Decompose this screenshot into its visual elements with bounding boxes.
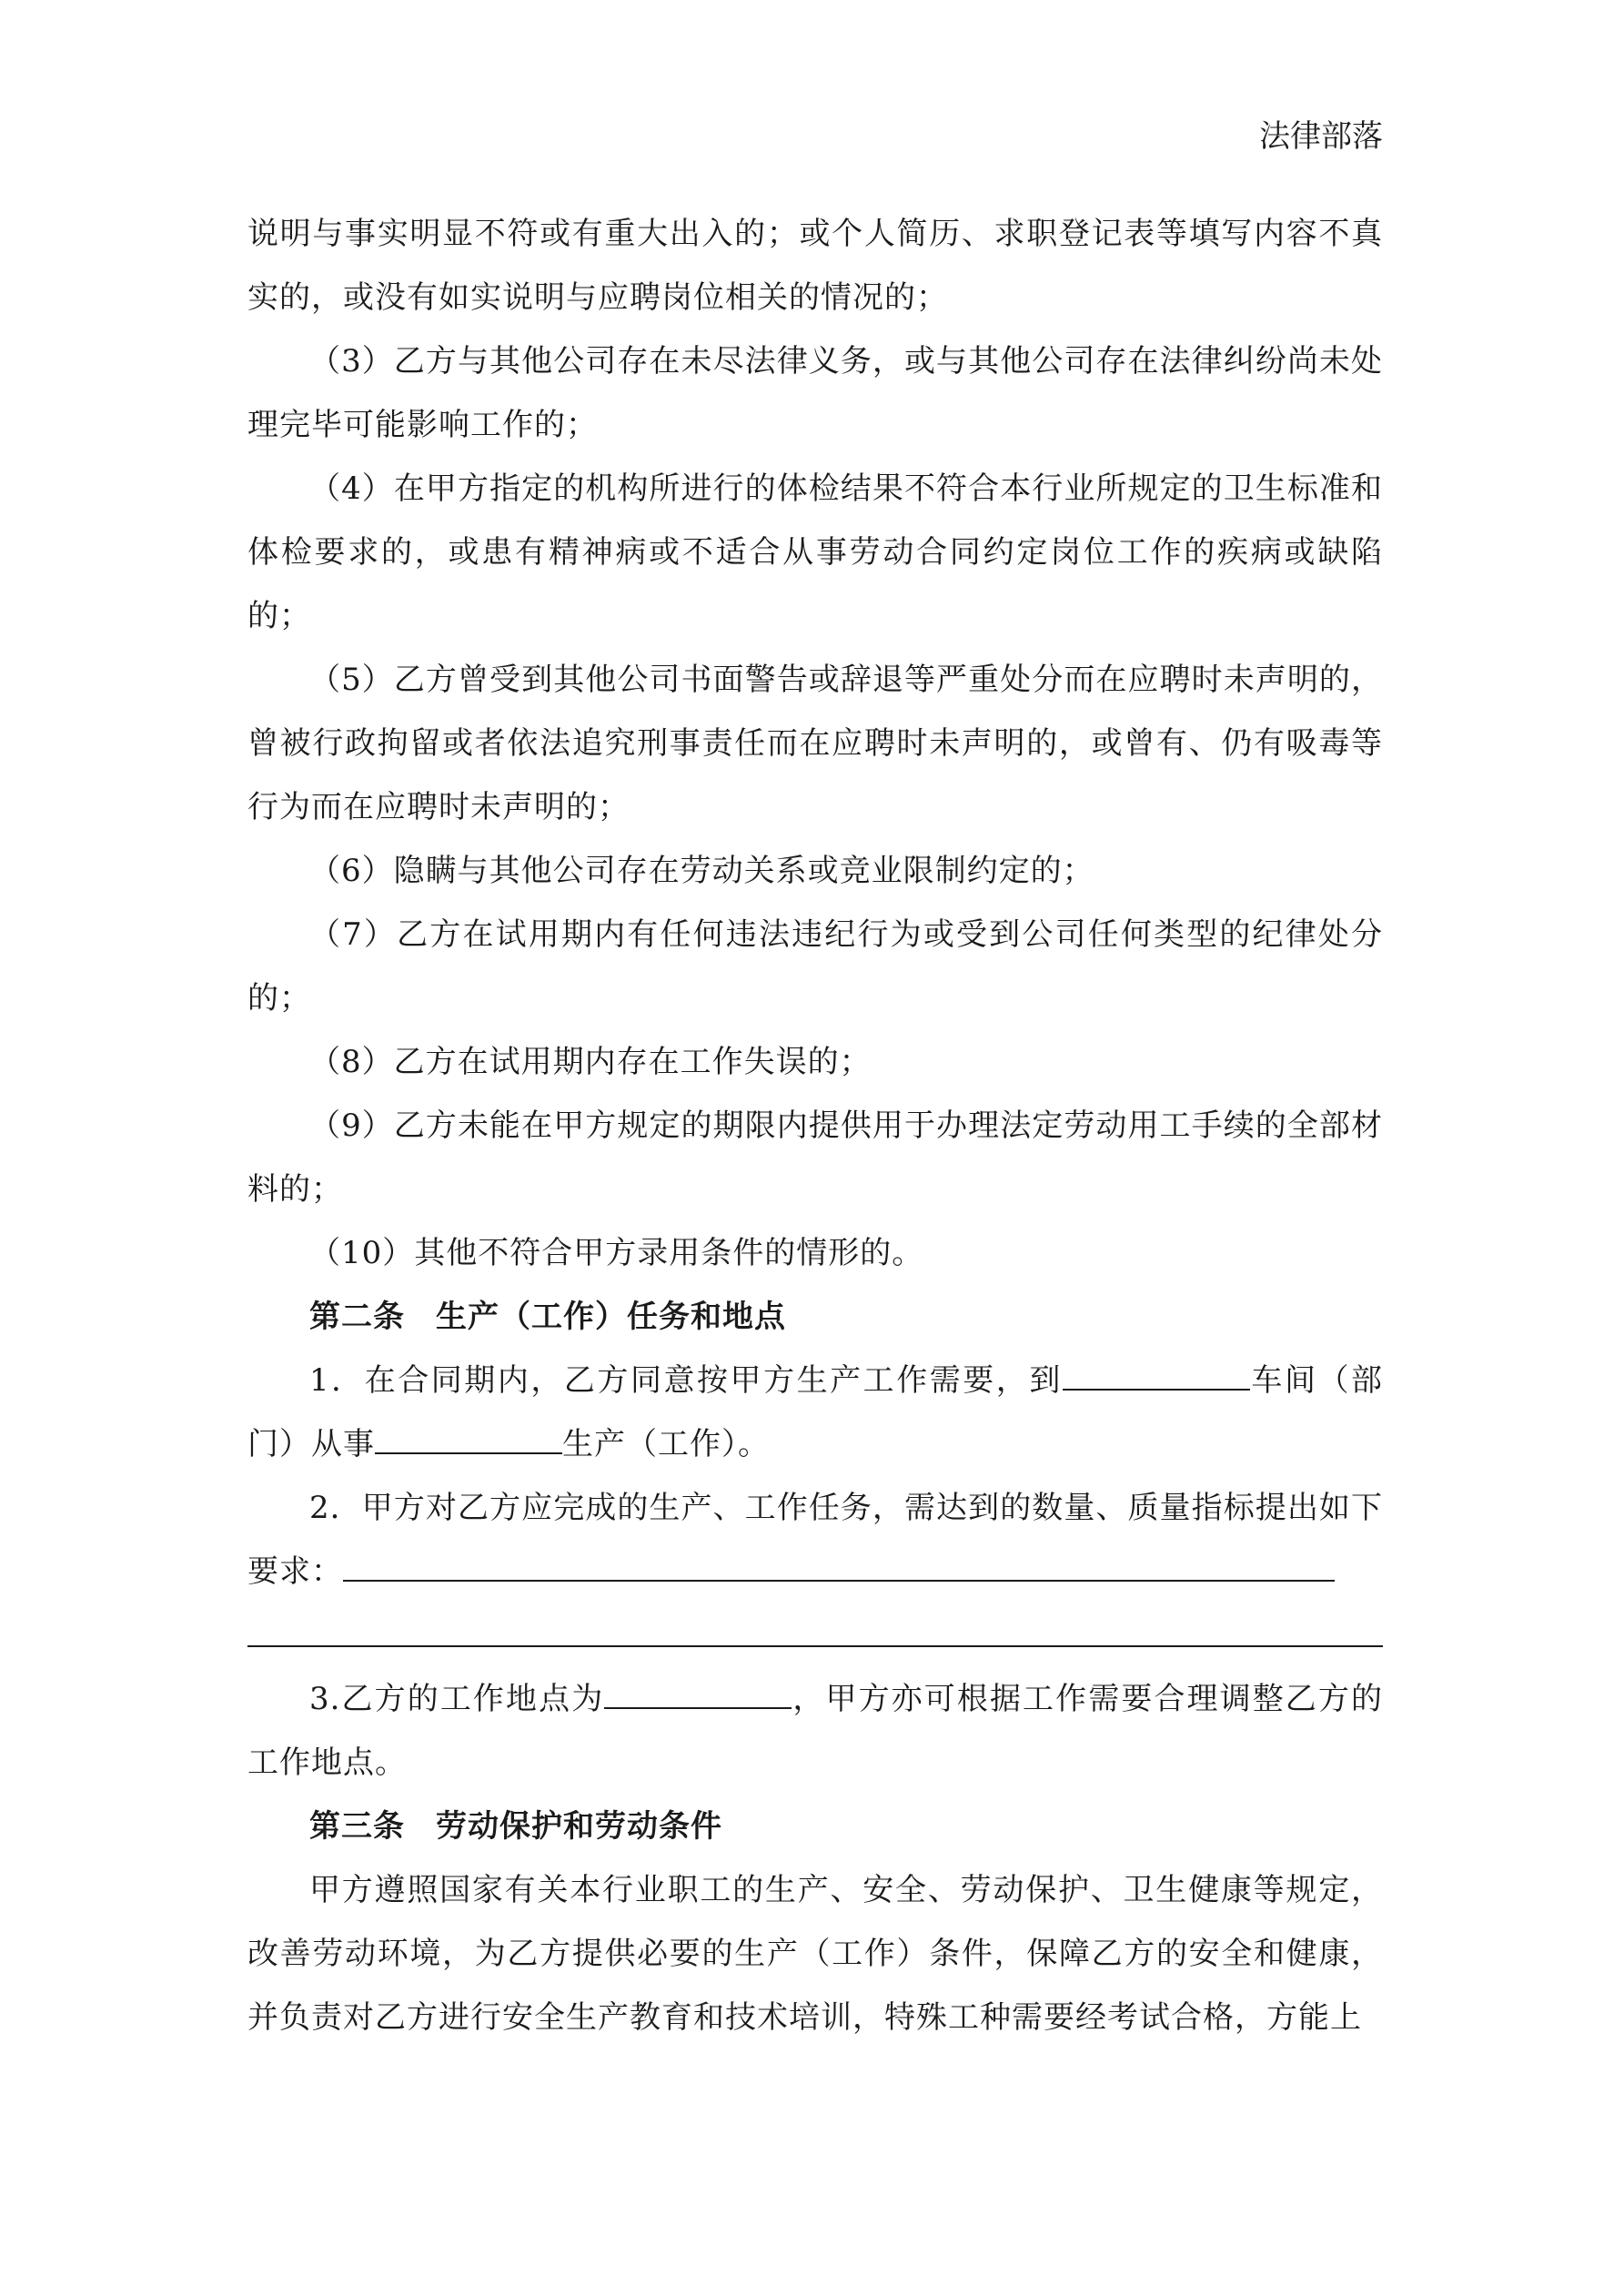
item-1-text-a: 1．在合同期内，乙方同意按甲方生产工作需要，到 [309, 1362, 1063, 1399]
clause-9: （9）乙方未能在甲方规定的期限内提供用于办理法定劳动用工手续的全部材料的； [247, 1108, 1383, 1208]
clause-8: （8）乙方在试用期内存在工作失误的； [309, 1044, 872, 1080]
paragraph-continuation: 说明与事实明显不符或有重大出入的；或个人简历、求职登记表等填写内容不真实的，或没有如实说明与应聘岗位相关的情况的； [247, 216, 1383, 316]
clause-5: （5）乙方曾受到其他公司书面警告或辞退等严重处分而在应聘时未声明的，曾被行政拘留或者依法追究刑事责任而在应聘时未声明的，或曾有、仍有吸毒等行为而在应聘时未声明的； [247, 662, 1383, 825]
clause-6: （6）隐瞒与其他公司存在劳动关系或竞业限制约定的； [309, 853, 1094, 889]
document-header [247, 113, 1383, 160]
clause-4: （4）在甲方指定的机构所进行的体检结果不符合本行业所规定的卫生标准和体检要求的，或患有精神病或不适合从事劳动合同约定岗位工作的疾病或缺陷的； [247, 470, 1383, 634]
item-3-text-a: 3.乙方的工作地点为 [309, 1681, 605, 1717]
article-2-number: 第二条 [309, 1299, 405, 1335]
article-3-body: 甲方遵照国家有关本行业职工的生产、安全、劳动保护、卫生健康等规定，改善劳动环境，为乙方提供必要的生产（工作）条件，保障乙方的安全和健康，并负责对乙方进行安全生产教育和技术培训，特殊工种需要经考试合格，方能上 [247, 1872, 1383, 2036]
work-location-blank-field[interactable] [604, 1676, 792, 1709]
item-1-text-b: 车间（部门）从事 [247, 1362, 1384, 1462]
job-type-blank-field[interactable] [375, 1421, 562, 1454]
document-body [247, 202, 1383, 2049]
article-3-number: 第三条 [309, 1808, 405, 1845]
blank-rule [247, 1645, 1383, 1647]
article-2-title: 生产（工作）任务和地点 [436, 1299, 786, 1335]
item-2-text: 2．甲方对乙方应完成的生产、工作任务，需达到的数量、质量指标提出如下要求： [247, 1490, 1383, 1590]
clause-3: （3）乙方与其他公司存在未尽法律义务，或与其他公司存在法律纠纷尚未处理完毕可能影响工作的； [247, 343, 1383, 443]
item-1-text-c: 生产（工作）。 [562, 1426, 770, 1462]
article-2-item-3 [247, 1667, 1383, 1795]
header-source-label: 法律部落 [1259, 118, 1383, 155]
article-3-title: 劳动保护和劳动条件 [436, 1808, 722, 1845]
item-3-text-b: ，甲方亦可根据工作需要合理调整乙方的工作地点。 [247, 1681, 1383, 1781]
clause-10: （10）其他不符合甲方录用条件的情形的。 [309, 1235, 924, 1271]
requirements-blank-line-2[interactable] [247, 1603, 1383, 1667]
article-2-heading [247, 1285, 1383, 1349]
workshop-blank-field[interactable] [1063, 1358, 1250, 1391]
requirements-blank-field[interactable] [343, 1549, 1335, 1582]
article-3-heading [247, 1795, 1383, 1858]
article-2-item-1 [247, 1349, 1383, 1476]
clause-7: （7）乙方在试用期内有任何违法违纪行为或受到公司任何类型的纪律处分的； [247, 916, 1383, 1017]
article-2-item-2 [247, 1476, 1383, 1603]
